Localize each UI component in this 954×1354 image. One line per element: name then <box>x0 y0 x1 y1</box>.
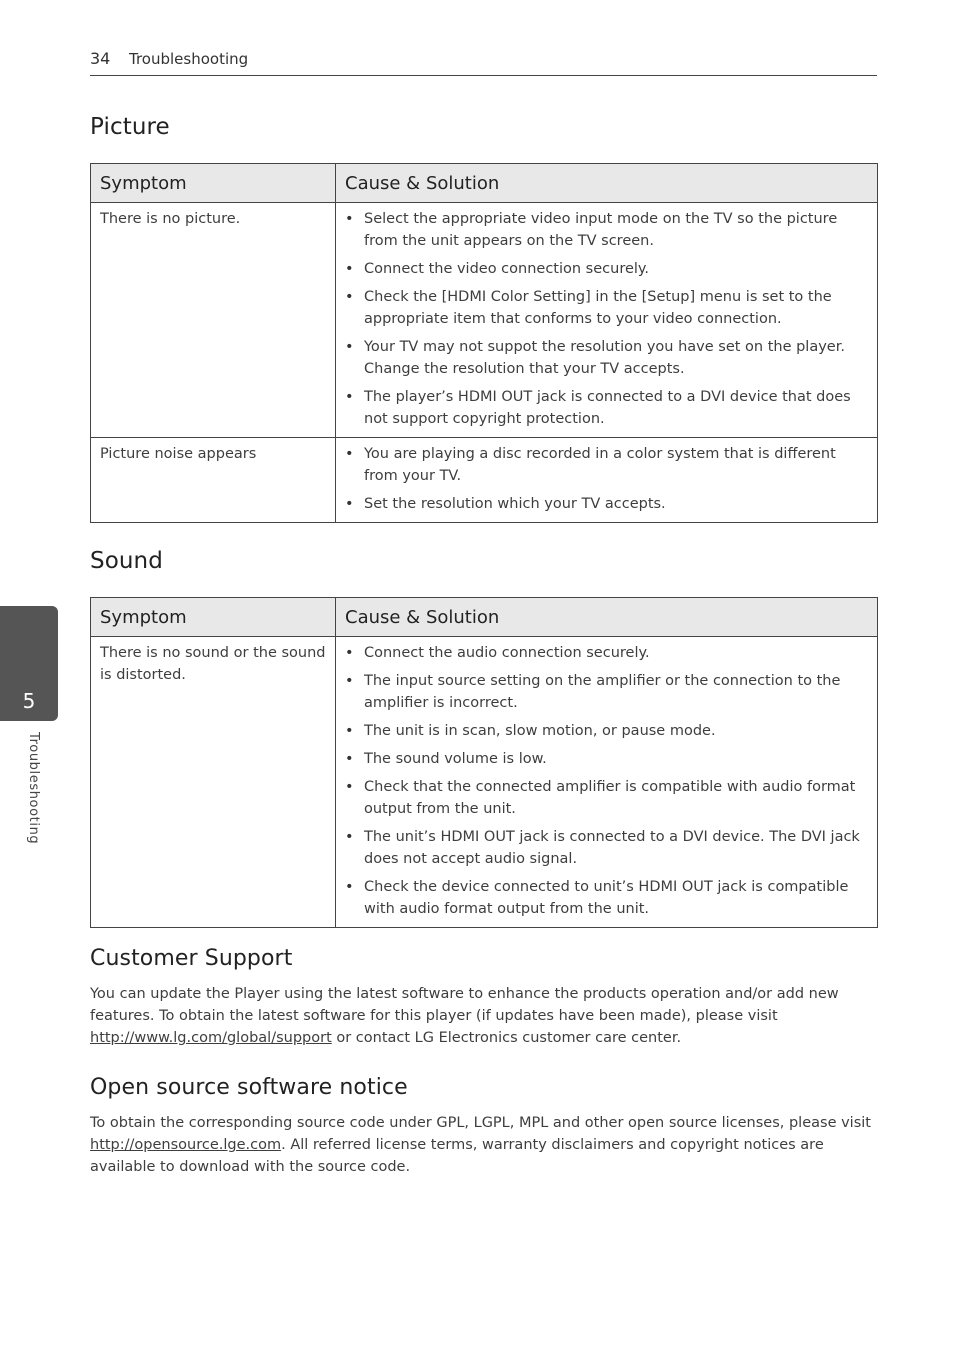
list-item: • Check that the connected amplifier is compatible with audio format output from the unit. <box>345 776 871 820</box>
chapter-number: 5 <box>22 689 36 713</box>
customer-support-text-end: or contact LG Electronics customer care center. <box>331 1030 682 1046</box>
symptom-cell: There is no picture. <box>91 203 336 438</box>
opensource-link[interactable]: http://opensource.lge.com <box>90 1137 282 1153</box>
table-row <box>91 203 878 438</box>
list-item: • Set the resolution which your TV accepts. <box>345 493 871 515</box>
table-row <box>91 438 878 523</box>
cause-list <box>345 443 871 515</box>
support-link[interactable]: http://www.lg.com/global/support <box>90 1030 332 1046</box>
chapter-tab <box>0 606 58 721</box>
list-item: • Connect the video connection securely. <box>345 258 871 280</box>
symptom-cell: Picture noise appears <box>91 438 336 523</box>
list-item: • Connect the audio connection securely. <box>345 642 871 664</box>
page-header <box>90 47 877 76</box>
symptom-column-header: Symptom <box>91 598 336 637</box>
cause-list <box>345 642 871 920</box>
list-item: • Select the appropriate video input mode on the TV so the picture from the unit appears on the TV screen. <box>345 208 871 252</box>
customer-support-heading: Customer Support <box>90 946 293 971</box>
list-item: • The unit’s HDMI OUT jack is connected to a DVI device. The DVI jack does not accept audio signal. <box>345 826 871 870</box>
open-source-text-start: To obtain the corresponding source code under GPL, LGPL, MPL and other open source licenses, please visit <box>90 1115 871 1131</box>
table-header-row <box>91 598 878 637</box>
list-item: • Your TV may not suppot the resolution you have set on the player. Change the resolution that your TV accepts. <box>345 336 871 380</box>
sound-table <box>90 597 878 928</box>
symptom-column-header: Symptom <box>91 164 336 203</box>
list-item: • The input source setting on the amplifier or the connection to the amplifier is incorrect. <box>345 670 871 714</box>
open-source-text <box>90 1112 880 1178</box>
header-section-title: Troubleshooting <box>129 50 249 68</box>
cause-column-header: Cause & Solution <box>336 164 878 203</box>
sound-heading: Sound <box>90 548 163 574</box>
cause-cell <box>336 203 878 438</box>
table-row <box>91 637 878 928</box>
cause-list <box>345 208 871 430</box>
table-header-row <box>91 164 878 203</box>
list-item: • The sound volume is low. <box>345 748 871 770</box>
cause-cell <box>336 438 878 523</box>
list-item: • Check the device connected to unit’s HDMI OUT jack is compatible with audio format output from the unit. <box>345 876 871 920</box>
cause-cell <box>336 637 878 928</box>
chapter-label: Troubleshooting <box>26 732 41 845</box>
list-item: • The unit is in scan, slow motion, or pause mode. <box>345 720 871 742</box>
open-source-text-end: . All referred license terms, warranty disclaimers and copyright notices are available to download with the source code. <box>90 1137 824 1175</box>
open-source-heading: Open source software notice <box>90 1075 408 1100</box>
picture-table <box>90 163 878 523</box>
list-item: • You are playing a disc recorded in a color system that is different from your TV. <box>345 443 871 487</box>
symptom-cell: There is no sound or the sound is distorted. <box>91 637 336 928</box>
customer-support-text <box>90 983 880 1049</box>
customer-support-text-start: You can update the Player using the latest software to enhance the products operation and/or add new features. To obtain the latest software for this player (if updates have been made), please visit <box>90 986 839 1024</box>
cause-column-header: Cause & Solution <box>336 598 878 637</box>
picture-heading: Picture <box>90 114 170 140</box>
list-item: • Check the [HDMI Color Setting] in the [Setup] menu is set to the appropriate item that conforms to your video connection. <box>345 286 871 330</box>
page-number: 34 <box>90 49 111 68</box>
list-item: • The player’s HDMI OUT jack is connected to a DVI device that does not support copyright protection. <box>345 386 871 430</box>
